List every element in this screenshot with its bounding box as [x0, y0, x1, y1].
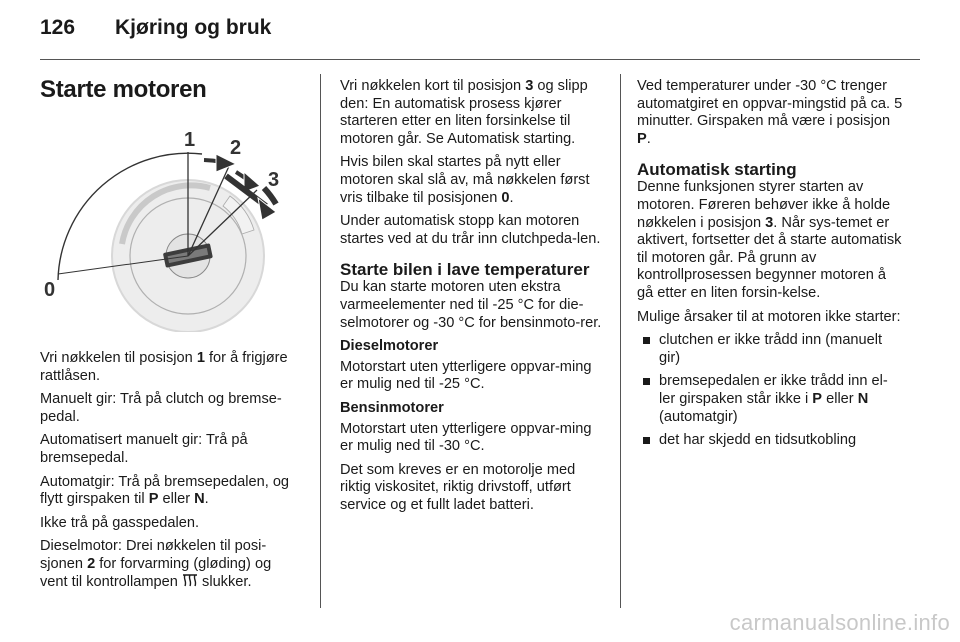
- glow-plug-icon: [182, 574, 198, 587]
- list-item: bremsepedalen er ikke trådd inn el-ler girspaken står ikke i P eller N (automatgir): [637, 373, 903, 426]
- bullet-square-icon: [643, 378, 650, 385]
- paragraph: Automatisert manuelt gir: Trå på bremsepedal.: [40, 432, 248, 466]
- column-3: [637, 78, 903, 456]
- bullet-square-icon: [643, 337, 650, 344]
- bullet-square-icon: [643, 437, 650, 444]
- paragraph: Du kan starte motoren uten ekstra varmeelementer ned til -25 °C for die-selmotorer og -30 °C for bensinmoto-rer.: [340, 279, 602, 331]
- paragraph: Vri nøkkelen til posisjon 1 for å frigjøre rattlåsen.: [40, 350, 288, 384]
- position-label-0: 0: [44, 279, 56, 301]
- position-label-3: 3: [268, 169, 280, 191]
- subsection-title: Starte bilen i lave temperaturer: [340, 260, 590, 280]
- watermark: carmanualsonline.info: [729, 610, 950, 635]
- list-item: clutchen er ikke trådd inn (manuelt gir): [637, 332, 903, 367]
- paragraph: Automatgir: Trå på bremsepedalen, og flytt girspaken til P eller N.: [40, 473, 290, 508]
- paragraph: Motorstart uten ytterligere oppvar-ming er mulig ned til -30 °C.: [340, 420, 592, 455]
- paragraph: Det som kreves er en motorolje med riktig viskositet, riktig drivstoff, utført service og et fullt ladet batteri.: [340, 461, 576, 513]
- paragraph: Hvis bilen skal startes på nytt eller motoren skal slå av, må nøkkelen først vris tilbake til posisjonen 0.: [340, 154, 590, 206]
- paragraph: Mulige årsaker til at motoren ikke starter:: [637, 308, 901, 325]
- column-1: [40, 76, 302, 597]
- paragraph: Vri nøkkelen kort til posisjon 3 og slipp den: En automatisk prosess kjører starteren etter en liten forsinkelse til motoren går. Se Automatisk starting.: [340, 78, 588, 147]
- paragraph: Ikke trå på gasspedalen.: [40, 514, 200, 531]
- paragraph: Ved temperaturer under -30 °C trenger automatgiret en oppvar-mingstid på ca. 5 minutter. Girspaken må være i posisjon P.: [637, 78, 903, 147]
- page-title: Starte motoren: [40, 76, 207, 103]
- ignition-lock-illustration: [40, 124, 302, 332]
- column-divider-2: [620, 74, 621, 608]
- cause-list: [637, 332, 903, 450]
- position-label-1: 1: [184, 129, 196, 151]
- paragraph: Manuelt gir: Trå på clutch og bremse-pedal.: [40, 391, 282, 425]
- paragraph: Denne funksjonen styrer starten av motoren. Føreren behøver ikke å holde nøkkelen i posisjon 3. Når sys-temet er aktivert, fortsetter det å starte automatisk til motoren går. På grunn av kontrollprosessen begynner motoren å gå etter en liten forsin-kelse.: [637, 179, 902, 301]
- page-number: 126: [40, 16, 76, 39]
- page-header: [40, 16, 920, 60]
- header-divider: [40, 59, 920, 60]
- paragraph: Motorstart uten ytterligere oppvar-ming er mulig ned til -25 °C.: [340, 358, 592, 393]
- position-label-2: 2: [230, 137, 242, 159]
- paragraph: Dieselmotor: Drei nøkkelen til posi-sjonen 2 for forvarming (gløding) og vent til kontrollampen slukker.: [40, 538, 272, 590]
- subheading-petrol: Bensinmotorer: [340, 399, 444, 416]
- section-title: Kjøring og bruk: [115, 16, 272, 39]
- subheading-diesel: Dieselmotorer: [340, 338, 439, 355]
- paragraph: Under automatisk stopp kan motoren startes ved at du trår inn clutchpeda-len.: [340, 213, 601, 247]
- column-2: [340, 78, 604, 520]
- ignition-figure: [40, 124, 302, 332]
- column-divider-1: [320, 74, 321, 608]
- subsection-title: Automatisk starting: [637, 160, 797, 180]
- list-item: det har skjedd en tidsutkobling: [637, 432, 903, 450]
